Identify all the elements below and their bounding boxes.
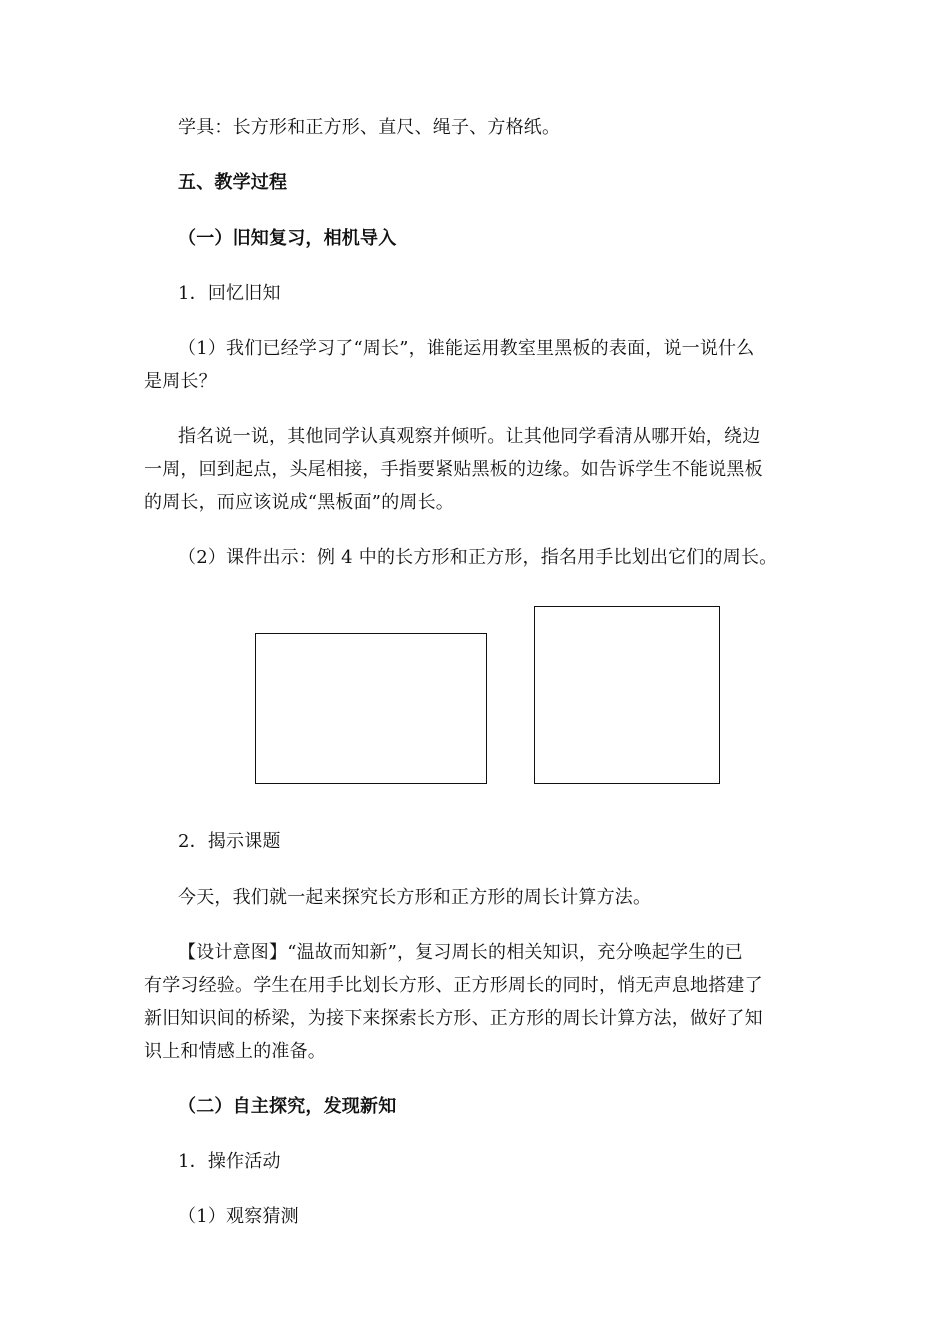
paragraph-1-line-2: 一周，回到起点，头尾相接，手指要紧贴黑板的边缘。如告诉学生不能说黑板 <box>144 459 763 480</box>
design-intent-line-1: 【设计意图】“温故而知新”，复习周长的相关知识，充分唤起学生的已 <box>178 942 743 963</box>
subsection-heading-2: （二）自主探究，发现新知 <box>178 1096 397 1117</box>
step-heading-1: 1．回忆旧知 <box>178 283 281 304</box>
paragraph-1-line-1: 指名说一说，其他同学认真观察并倾听。让其他同学看清从哪开始，绕边 <box>178 426 761 447</box>
question-3-line: （1）观察猜测 <box>178 1206 299 1227</box>
paragraph-1-line-3: 的周长，而应该说成“黑板面”的周长。 <box>144 492 455 513</box>
paragraph-2-line: 今天，我们就一起来探究长方形和正方形的周长计算方法。 <box>178 887 652 908</box>
design-intent-line-3: 新旧知识间的桥梁，为接下来探索长方形、正方形的周长计算方法，做好了知 <box>144 1008 763 1029</box>
step-heading-2: 2．揭示课题 <box>178 831 281 852</box>
design-intent-line-2: 有学习经验。学生在用手比划长方形、正方形周长的同时，悄无声息地搭建了 <box>144 975 763 996</box>
question-2-line: （2）课件出示：例 4 中的长方形和正方形，指名用手比划出它们的周长。 <box>178 547 778 568</box>
rectangle-figure <box>255 633 487 784</box>
design-intent-line-4: 识上和情感上的准备。 <box>144 1041 326 1062</box>
question-1-line-1: （1）我们已经学习了“周长”，谁能运用教室里黑板的表面，说一说什么 <box>178 338 755 359</box>
square-figure <box>534 606 720 784</box>
subsection-heading-1: （一）旧知复习，相机导入 <box>178 228 397 249</box>
question-1-line-2: 是周长？ <box>144 371 217 392</box>
section-heading: 五、教学过程 <box>178 172 288 193</box>
tools-line: 学具：长方形和正方形、直尺、绳子、方格纸。 <box>178 117 561 138</box>
step-heading-3: 1．操作活动 <box>178 1151 281 1172</box>
